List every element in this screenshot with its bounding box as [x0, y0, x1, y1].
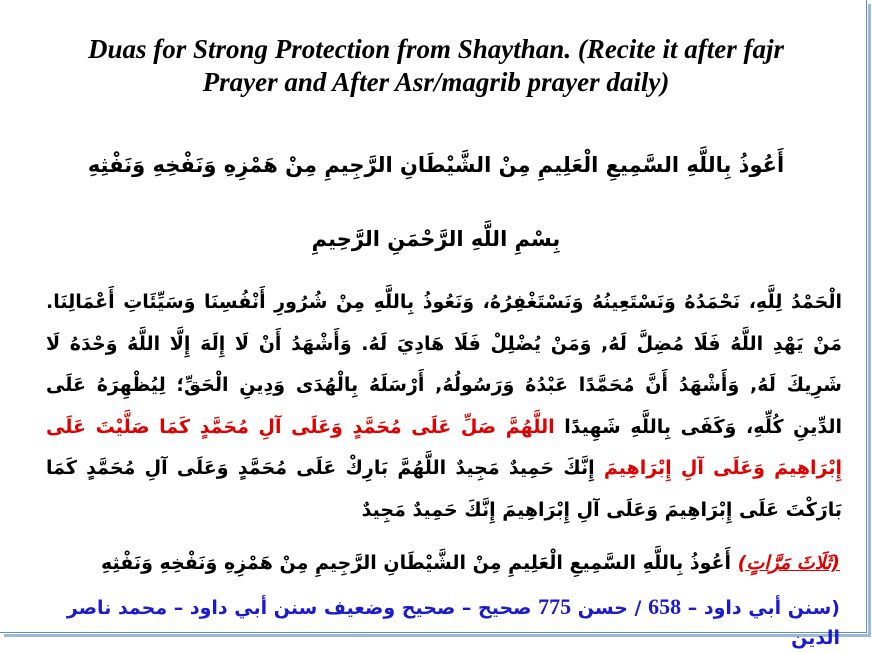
taawwudh-top: أَعُوذُ بِاللَّهِ السَّمِيعِ الْعَلِيمِ مِنْ الشَّيْطَانِ الرَّجِيمِ مِنْ هَمْزِهِ وَنَفْخِهِ وَنَفْثِهِ: [87, 153, 785, 177]
body-salawat-red: اللَّهُمَّ صَلِّ عَلَى مُحَمَّدٍ وَعَلَى آلِ مُحَمَّدٍ كَمَا صَلَّيْتَ عَلَى إِبْرَاهِيمَ وَعَلَى آلِ إِبْرَاهِيمَ: [46, 415, 842, 479]
basmala: بِسْمِ اللَّهِ الرَّحْمَنِ الرَّحِيمِ: [311, 227, 561, 251]
footer-taawwudh: أَعُوذُ بِاللَّهِ السَّمِيعِ الْعَلِيمِ مِنْ الشَّيْطَانِ الرَّجِيمِ مِنْ هَمْزِهِ وَنَفْخِهِ وَنَفْثِهِ: [101, 552, 732, 574]
page-title: [0, 33, 872, 99]
title-line-1: Duas for Strong Protection from Shaythan. (Recite it after fajr: [87, 34, 785, 64]
khutbat-al-hajah-body: [46, 282, 842, 531]
source-part-a: (سنن أبي داود –: [687, 597, 840, 619]
source-part-c: صحيح – صحيح وضعيف سنن أبي داود – محمد ناصر الدين: [66, 597, 840, 649]
body-praise-text: الْحَمْدُ لِلَّهِ، نَحْمَدُهُ وَنَسْتَعِينُهُ وَنَسْتَغْفِرُهُ، وَنَعُوذُ بِاللَّهِ مِنْ شُرُورِ أَنْفُسِنَا وَسَيِّئَاتِ أَعْمَالِنَا. مَنْ يَهْدِ اللَّهُ فَلَا مُضِلَّ لَهُ, وَمَنْ يُضْلِلْ فَلَا هَادِيَ لَهُ. وَأَشْهَدُ أَنْ لَا إِلَهَ إِلَّا اللَّهُ وَحْدَهُ لَا شَرِيكَ لَهُ, وَأَشْهَدُ أَنَّ مُحَمَّدًا عَبْدُهُ وَرَسُولُهُ, أَرْسَلَهُ بِالْهُدَى وَدِينِ الْحَقِّ؛ لِيُظْهِرَهُ عَلَى الدِّينِ كُلِّهِ، وَكَفَى بِاللَّهِ شَهِيدًا: [46, 291, 842, 438]
source-number-a: 658: [648, 594, 682, 619]
source-number-b: 775: [538, 594, 572, 619]
source-part-b: / حسن: [577, 597, 642, 619]
footer-taawwudh-line: [40, 548, 840, 578]
body-barakah-text: إِنَّكَ حَمِيدٌ مَجِيدٌ اللَّهُمَّ بَارِكْ عَلَى مُحَمَّدٍ وَعَلَى آلِ مُحَمَّدٍ كَمَا بَارَكْتَ عَلَى إِبْرَاهِيمَ وَعَلَى آلِ إِبْرَاهِيمَ إِنَّكَ حَمِيدٌ مَجِيدٌ: [46, 457, 842, 521]
title-line-2: Prayer and After Asr/magrib prayer daily): [202, 67, 670, 97]
thrice-label: (ثَلَاثَ مَرَّاتٍ): [737, 552, 840, 574]
hadith-source-reference: [40, 592, 840, 653]
